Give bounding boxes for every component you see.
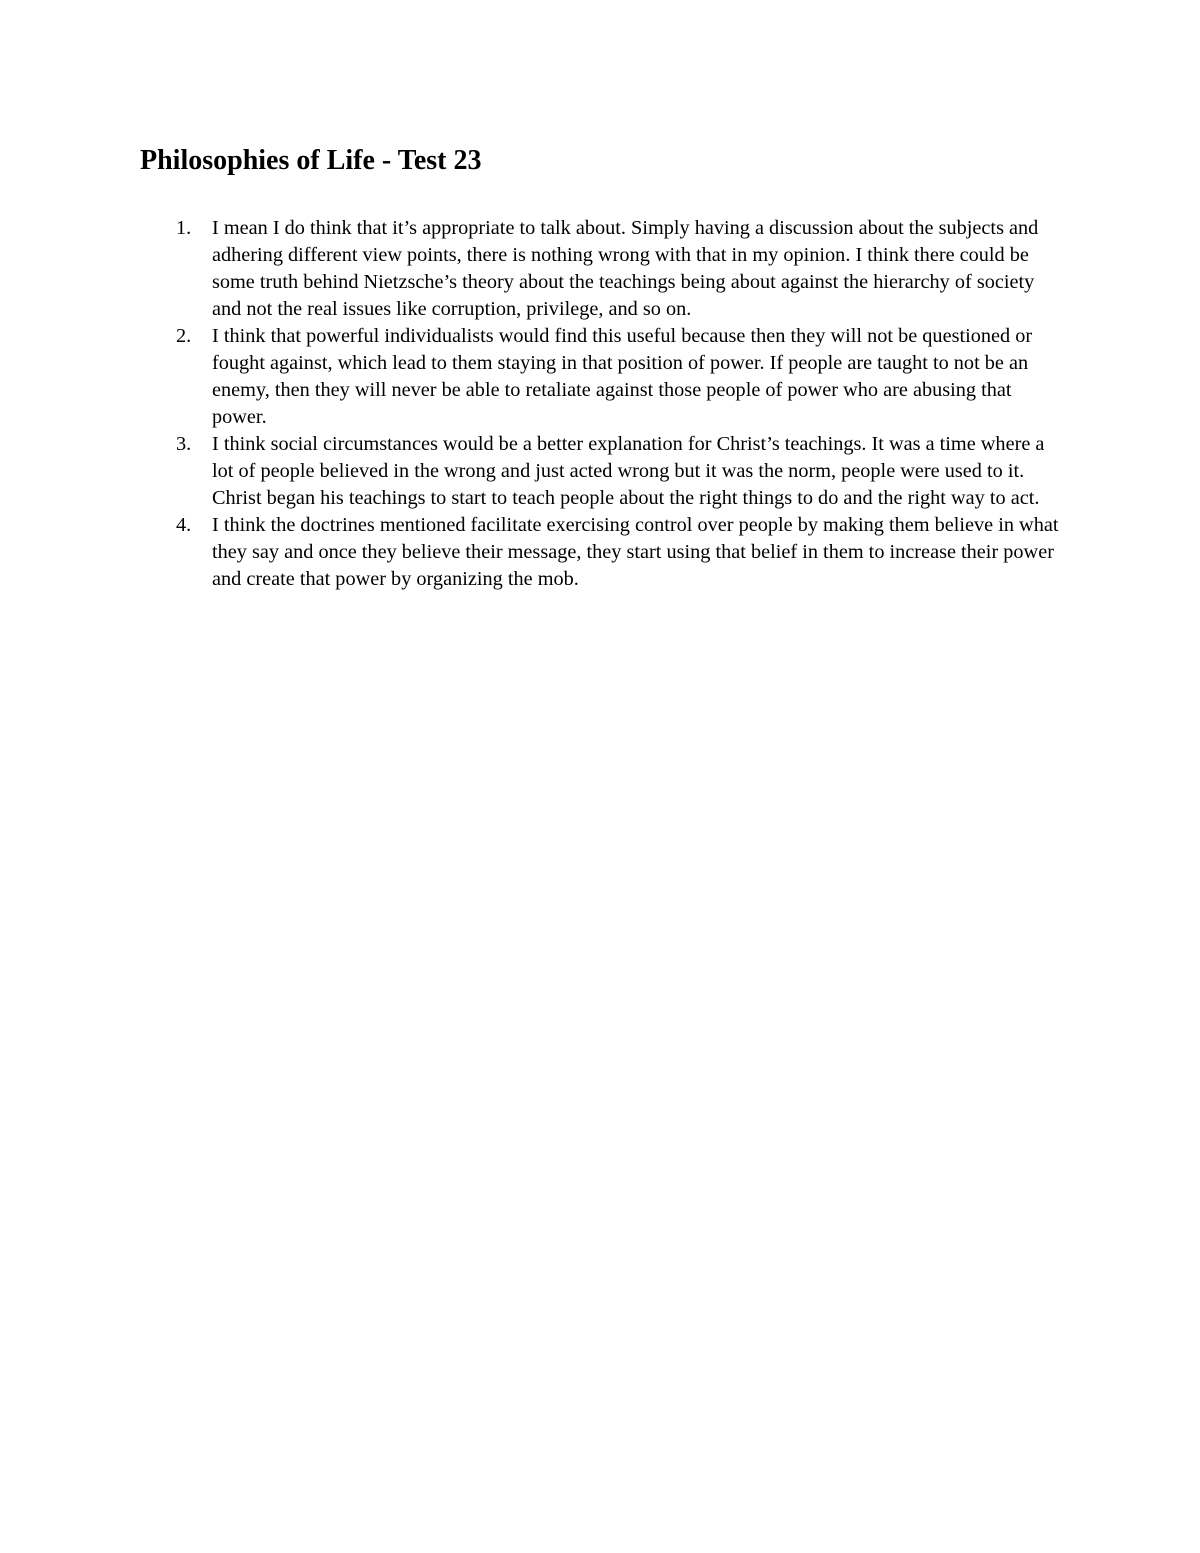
answer-item-3 xyxy=(140,431,1060,512)
answer-number-4: 4. xyxy=(176,514,192,536)
answer-list xyxy=(140,215,1060,593)
answer-number-3: 3. xyxy=(176,433,192,455)
answer-item-4 xyxy=(140,512,1060,593)
answer-number-1: 1. xyxy=(176,217,192,239)
answer-item-2 xyxy=(140,323,1060,431)
answer-text-2: I think that powerful individualists would find this useful because then they will not be questioned or fought against, which lead to them staying in that position of power. If people are taught to not be an enemy, then they will never be able to retaliate against those people of power who are abusing that power. xyxy=(212,325,1033,428)
answer-text-1: I mean I do think that it’s appropriate to talk about. Simply having a discussion about the subjects and adhering different view points, there is nothing wrong with that in my opinion. I think there could be some truth behind Nietzsche’s theory about the teachings being about against the hierarchy of society and not the real issues like corruption, privilege, and so on. xyxy=(212,217,1039,320)
answer-item-1 xyxy=(140,215,1060,323)
document-title: Philosophies of Life - Test 23 xyxy=(140,145,482,176)
answer-text-3: I think social circumstances would be a better explanation for Christ’s teachings. It was a time where a lot of people believed in the wrong and just acted wrong but it was the norm, people were used to it. Christ began his teachings to start to teach people about the right things to do and the right way to act. xyxy=(212,433,1045,509)
answer-text-4: I think the doctrines mentioned facilitate exercising control over people by making them believe in what they say and once they believe their message, they start using that belief in them to increase their power and create that power by organizing the mob. xyxy=(212,514,1059,590)
answer-number-2: 2. xyxy=(176,325,192,347)
